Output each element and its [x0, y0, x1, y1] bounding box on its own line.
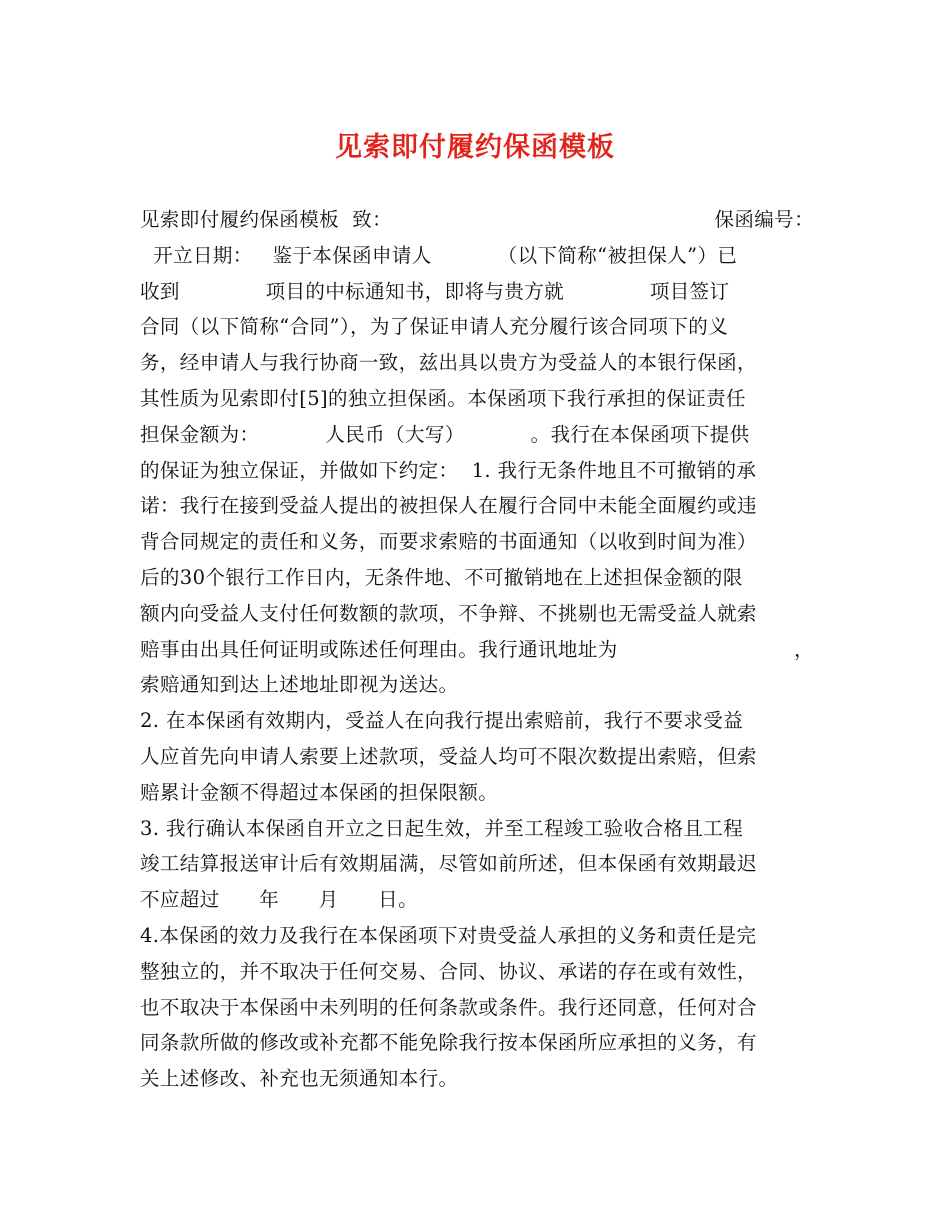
body-line-9: 诺：我行在接到受益人提出的被担保人在履行合同中未能全面履约或违 [140, 494, 757, 518]
body-line-8: 的保证为独立保证，并做如下约定： 1. 我行无条件地且不可撤销的承 [140, 458, 757, 482]
body-line-20: 不应超过 年 月 日。 [140, 888, 418, 912]
trailing-comma: ， [794, 637, 814, 661]
body-line-19: 竣工结算报送审计后有效期届满，尽管如前所述，但本保函有效期最迟 [140, 852, 757, 876]
body-line-16: 人应首先向申请人索要上述款项，受益人均可不限次数提出索赔，但索 [140, 744, 757, 768]
body-line-4: 合同（以下简称“合同”），为了保证申请人充分履行该合同项下的义 [140, 315, 729, 339]
body-line-12: 额内向受益人支付任何数额的款项，不争辩、不挑剔也无需受益人就索 [140, 601, 757, 625]
body-line-5: 务，经申请人与我行协商一致，兹出具以贵方为受益人的本银行保函， [140, 351, 757, 375]
body-line-11: 后的30个银行工作日内，无条件地、不可撤销地在上述担保金额的限 [140, 565, 743, 589]
document-title: 见索即付履约保函模板 [335, 132, 615, 163]
body-line-14: 索赔通知到达上述地址即视为送达。 [140, 673, 459, 697]
body-line-6: 其性质为见索即付[5]的独立担保函。本保函项下我行承担的保证责任 [140, 386, 746, 410]
body-line-1 [140, 202, 820, 238]
body-line-2: 开立日期： 鉴于本保函申请人 （以下简称“被担保人”）已 [140, 243, 738, 267]
body-line-10: 背合同规定的责任和义务，而要求索赔的书面通知（以收到时间为准） [140, 530, 757, 554]
body-line-text: 赔事由出具任何证明或陈述任何理由。我行通讯地址为 [140, 637, 618, 661]
body-line-22: 整独立的，并不取决于任何交易、合同、协议、承诺的存在或有效性， [140, 959, 757, 983]
body-line-13 [140, 632, 820, 668]
body-line-17: 赔累计金额不得超过本保函的担保限额。 [140, 780, 499, 804]
body-line-18: 3. 我行确认本保函自开立之日起生效，并至工程竣工验收合格且工程 [140, 816, 744, 840]
body-line-3: 收到 项目的中标通知书，即将与贵方就 项目签订 [140, 279, 730, 303]
body-line-15: 2. 在本保函有效期内，受益人在向我行提出索赔前，我行不要求受益 [140, 709, 744, 733]
document-body [140, 202, 820, 1097]
body-line-text: 见索即付履约保函模板 致： [140, 208, 392, 231]
guarantee-number-label: 保函编号： [714, 208, 814, 231]
body-line-7: 担保金额为： 人民币（大写） 。我行在本保函项下提供 [140, 422, 750, 446]
body-line-21: 4.本保函的效力及我行在本保函项下对贵受益人承担的义务和责任是完 [140, 923, 757, 947]
body-line-25: 关上述修改、补充也无须通知本行。 [140, 1067, 459, 1091]
body-line-24: 同条款所做的修改或补充都不能免除我行按本保函所应承担的义务，有 [140, 1031, 757, 1055]
body-line-23: 也不取决于本保函中未列明的任何条款或条件。我行还同意，任何对合 [140, 995, 757, 1019]
